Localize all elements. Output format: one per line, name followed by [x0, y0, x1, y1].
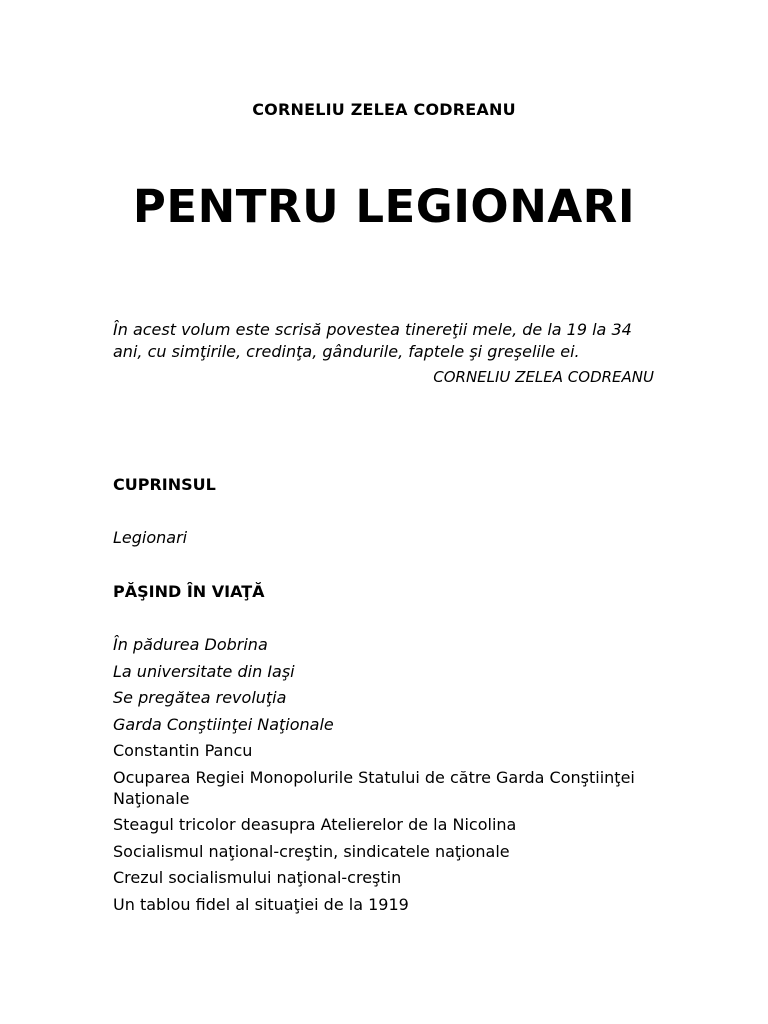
toc-intro-item: Legionari — [113, 528, 188, 547]
author-name: CORNELIU ZELEA CODREANU — [252, 100, 516, 119]
toc-item: Se pregătea revoluţia — [113, 688, 287, 707]
toc-item: Un tablou fidel al situaţiei de la 1919 — [113, 894, 409, 914]
motto-text: În acest volum este scrisă povestea tinereţii mele, de la 19 la 34 ani, cu simţirile, credinţa, gândurile, faptele şi greşelile ei. — [113, 320, 632, 361]
toc-item: Crezul socialismului naţional-creştin — [113, 868, 402, 887]
toc-item: La universitate din Iaşi — [113, 661, 295, 681]
toc-item: În pădurea Dobrina — [113, 635, 268, 654]
book-title: PENTRU LEGIONARI — [132, 180, 636, 233]
toc-heading: CUPRINSUL — [113, 475, 216, 494]
toc-list — [113, 634, 673, 920]
toc-item: Ocuparea Regiei Monopolurile Statului de către Garda Conştiinţei Naţionale — [113, 767, 635, 808]
toc-item: Constantin Pancu — [113, 741, 253, 760]
motto-author: CORNELIU ZELEA CODREANU — [433, 368, 654, 386]
toc-item: Socialismul naţional-creştin, sindicatele naţionale — [113, 841, 510, 861]
toc-section-title: PĂŞIND ÎN VIAŢĂ — [113, 582, 265, 601]
toc-item: Steagul tricolor deasupra Atelierelor de la Nicolina — [113, 815, 517, 834]
toc-item: Garda Conştiinţei Naţionale — [113, 714, 334, 734]
